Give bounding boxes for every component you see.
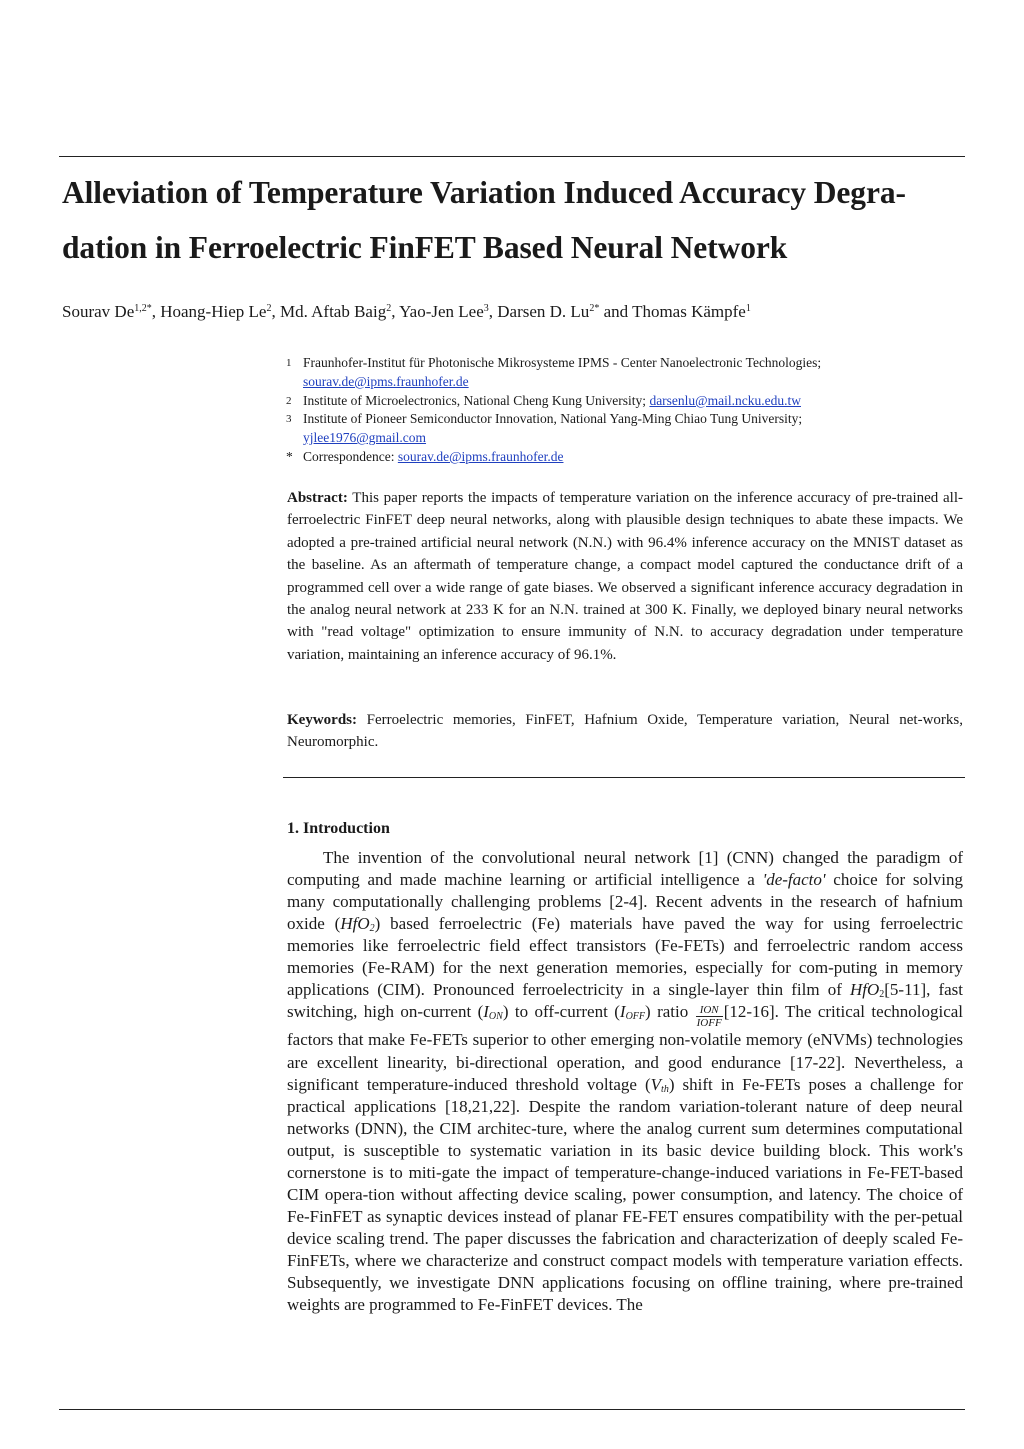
affiliation-mark: 2 xyxy=(286,394,292,407)
paper-title xyxy=(62,165,962,275)
defacto-term: 'de-facto' xyxy=(762,870,826,890)
keywords-label: Keywords: xyxy=(287,712,357,728)
keywords-text: Ferroelectric memories, FinFET, Hafnium Oxide, Temperature variation, Neural net-works, Neuromorphic. xyxy=(287,712,963,751)
footer-rule xyxy=(59,1409,965,1410)
author-name: Yao-Jen Lee xyxy=(399,302,484,321)
affiliation-text: Fraunhofer-Institut für Photonische Mikrosysteme IPMS - Center Nanoelectronic Technologies; xyxy=(303,355,822,370)
affiliation-item xyxy=(286,354,966,392)
affiliation-item xyxy=(286,448,966,467)
email-link[interactable]: sourav.de@ipms.fraunhofer.de xyxy=(397,448,564,464)
affiliation-item xyxy=(286,392,966,411)
author-list: Sourav $De^{1,2*}$, Hoang-Hiep Le$^2$, Md. Aftab Baig$^2$, Yao-Jen Lee$^3$, Darsen D. $Lu^{2*}$ and Thomas Kämpfe$^1$ xyxy=(62,302,751,321)
author-name: Md. Aftab Baig xyxy=(279,302,387,321)
author-affiliation-mark: 2* xyxy=(589,303,600,314)
author-affiliation-mark: 2 xyxy=(266,303,272,314)
author-name: Thomas Kämpfe xyxy=(632,302,746,321)
title-line: Alleviation of Temperature Variation Induced Accuracy Degra- xyxy=(62,175,906,210)
email-link[interactable]: sourav.de@ipms.fraunhofer.de xyxy=(303,373,469,389)
abstract-text: This paper reports the impacts of temperature variation on the inference accuracy of pre-trained all-ferroelectric FinFET deep neural networks, along with plausible design techniques to abate these impacts. We adopted a pre-trained artificial neural network (N.N.) with 96.4% inference accuracy on the MNIST dataset as the baseline. As an aftermath of temperature change, a compact model captured the conductance drift of a programmed cell over a wide range of gate biases. We observed a significant inference accuracy degradation in the analog neural network at 233 K for an N.N. trained at 300 K. Finally, we deployed binary neural networks with "read voltage" optimization to ensure immunity of N.N. to accuracy degradation under temperature variation, maintaining an inference accuracy of 96.1%. xyxy=(287,490,964,663)
affiliations xyxy=(286,354,966,467)
abstract xyxy=(287,487,963,666)
affiliation-text: Institute of Microelectronics, National Cheng Kung University; xyxy=(303,392,650,408)
email-link[interactable]: yjlee1976@gmail.com xyxy=(303,430,427,446)
affiliation-mark: 1 xyxy=(286,357,292,369)
author-affiliation-mark: 1 xyxy=(745,303,751,314)
author-affiliation-mark: 3 xyxy=(483,303,489,314)
author-affiliation-mark: 2 xyxy=(386,303,392,314)
author-name: Hoang-Hiep Le xyxy=(160,302,267,321)
keywords xyxy=(287,709,963,754)
affiliation-item xyxy=(286,410,966,448)
title-line: dation in Ferroelectric FinFET Based Neural Network xyxy=(62,230,788,265)
author-affiliation-mark: 1,2* xyxy=(134,303,152,314)
on-off-ratio-fraction: $\frac{\text{ION}}{\text{IOFF}}$ xyxy=(696,1004,722,1030)
affiliation-text: Correspondence: xyxy=(303,448,398,464)
email-link[interactable]: darsenlu@mail.ncku.edu.tw xyxy=(649,392,801,408)
author-name: Sourav De xyxy=(62,302,135,321)
correspondence-mark: * xyxy=(286,448,293,464)
section-heading: 1. Introduction xyxy=(287,820,390,837)
intro-paragraph: The invention of the convolutional neural network [1] (CNN) changed the paradigm of computing and made machine learning or artificial intelligence a 'de-facto' choice for solving many computationally challenging problems [2-4]. Recent advents in the research of hafnium oxide (HfO$_2$) based ferroelectric (Fe) materials have paved the way for using ferroelectric memories like ferroelectric field effect transistors (Fe-FETs) and ferroelectric random access memories (Fe-RAM) for the next generation memories, especially for com-puting in memory applications (CIM). Pronounced ferroelectricity in a single-layer thin film of HfO$_2$[5-11], fast switching, high on-current $(I_{ON})$ to off-current $(I_{OFF})$ ratio $\frac{\text{ION}}{\text{IOFF}}$ [12-16]. The critical technological factors that make Fe-FETs superior to other emerging non-volatile memory (eNVMs) technologies are excellent linearity, bi-directional operation, and good endurance [17-22]. Nevertheless, a significant temperature-induced threshold voltage $(V_{th})$ shift in Fe-FETs poses a challenge for practical applications [18,21,22]. Despite the random variation-tolerant nature of deep neural networks (DNN), the CIM architec-ture, where the analog current sum determines computational output, is susceptible to systematic variation in its basic device building block. This work's cornerstone is to miti-gate the impact of temperature-change-induced variations in Fe-FET-based CIM opera-tion without affecting device scaling, power consumption, and latency. The choice of Fe-FinFET as synaptic devices instead of planar FE-FET ensures compatibility with the per-petual device scaling trend. The paper discusses the fabrication and characterization of deeply scaled Fe-FinFETs, where we characterize and construct compact models with temperature variation effects. Subsequently, we investigate DNN applications focusing on offline training, where pre-trained weights are programmed to Fe-FinFET devices. The xyxy=(287,848,964,1315)
top-rule xyxy=(59,156,965,157)
author-name: Darsen D. Lu xyxy=(497,302,590,321)
section-rule xyxy=(283,777,965,778)
affiliation-mark: 3 xyxy=(286,413,292,426)
affiliation-text: Institute of Pioneer Semiconductor Innovation, National Yang-Ming Chiao Tung University; xyxy=(303,411,803,427)
abstract-label: Abstract: xyxy=(287,490,348,506)
